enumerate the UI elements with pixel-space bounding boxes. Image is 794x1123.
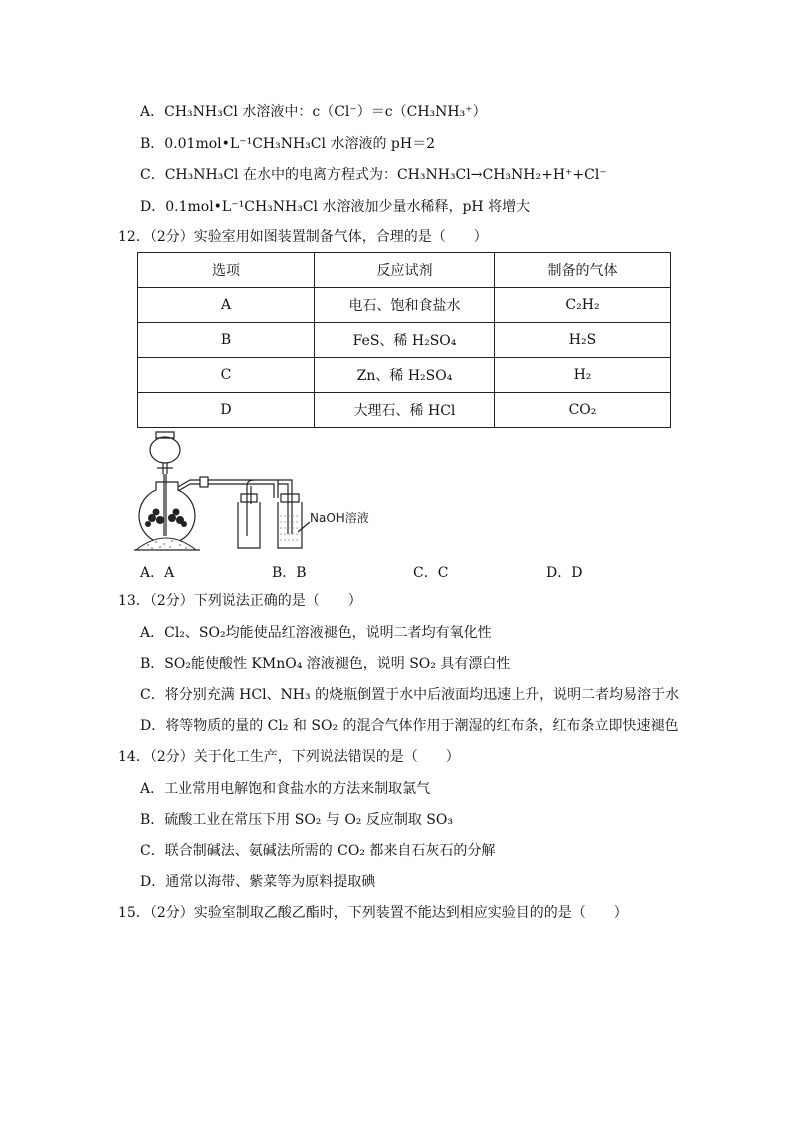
q11-option-b: B．0.01mol•L⁻¹CH₃NH₃Cl 水溶液的 pH＝2 [140, 136, 435, 152]
q13-option-c: C．将分别充满 HCl、NH₃ 的烧瓶倒置于水中后液面均迅速上升，说明二者均易溶于水 [140, 687, 680, 703]
q14-stem: 14．（2分）关于化工生产，下列说法错误的是（ ） [118, 749, 460, 765]
q12-answer-a: A．A [140, 565, 175, 581]
q13-option-a: A．Cl₂、SO₂均能使品红溶液褪色，说明二者均有氧化性 [140, 625, 492, 641]
q14-option-d: D．通常以海带、紫菜等为原料提取碘 [140, 874, 376, 890]
table-cell: 电石、饱和食盐水 [315, 288, 495, 323]
q12-stem: 12．（2分）实验室用如图装置制备气体，合理的是（ ） [118, 229, 488, 245]
q14-option-a: A．工业常用电解饱和食盐水的方法来制取氯气 [140, 781, 431, 797]
table-cell: H₂ [495, 358, 671, 393]
table-cell: B [138, 323, 315, 358]
table-header-cell: 反应试剂 [315, 253, 495, 288]
q12-answer-b: B．B [272, 565, 307, 581]
q12-answer-d: D．D [546, 565, 583, 581]
table-cell: A [138, 288, 315, 323]
table-row [138, 288, 671, 323]
q12-answer-choices [140, 562, 600, 582]
q14-option-c: C．联合制碱法、氨碱法所需的 CO₂ 都来自石灰石的分解 [140, 843, 496, 859]
q12-answer-c: C．C [413, 565, 449, 581]
table-cell: FeS、稀 H₂SO₄ [315, 323, 495, 358]
naoh-solution-label: NaOH溶液 [310, 511, 369, 525]
table-cell: CO₂ [495, 393, 671, 428]
q11-option-c: C．CH₃NH₃Cl 在水中的电离方程式为：CH₃NH₃Cl→CH₃NH₂+H⁺+Cl⁻ [140, 167, 607, 183]
q12-options-table [137, 252, 671, 428]
q11-option-d: D．0.1mol•L⁻¹CH₃NH₃Cl 水溶液加少量水稀释，pH 将增大 [140, 199, 531, 215]
q13-option-d: D．将等物质的量的 Cl₂ 和 SO₂ 的混合气体作用于潮湿的红布条，红布条立即快速褪色 [140, 718, 679, 734]
table-row [138, 393, 671, 428]
q15-stem: 15．（2分）实验室制取乙酸乙酯时，下列装置不能达到相应实验目的的是（ ） [118, 905, 628, 921]
table-row [138, 323, 671, 358]
q11-option-a: A．CH₃NH₃Cl 水溶液中：c（Cl⁻）＝c（CH₃NH₃⁺） [140, 104, 487, 120]
table-cell: C [138, 358, 315, 393]
table-cell: Zn、稀 H₂SO₄ [315, 358, 495, 393]
table-cell: C₂H₂ [495, 288, 671, 323]
q13-stem: 13．（2分）下列说法正确的是（ ） [118, 593, 362, 609]
q13-option-b: B．SO₂能使酸性 KMnO₄ 溶液褪色，说明 SO₂ 具有漂白性 [140, 656, 511, 672]
table-header-cell: 选项 [138, 253, 315, 288]
table-cell: 大理石、稀 HCl [315, 393, 495, 428]
table-cell: H₂S [495, 323, 671, 358]
table-row [138, 358, 671, 393]
table-cell: D [138, 393, 315, 428]
table-header-row [138, 253, 671, 288]
gas-apparatus-figure [130, 430, 380, 556]
table-header-cell: 制备的气体 [495, 253, 671, 288]
q14-option-b: B．硫酸工业在常压下用 SO₂ 与 O₂ 反应制取 SO₃ [140, 812, 453, 828]
